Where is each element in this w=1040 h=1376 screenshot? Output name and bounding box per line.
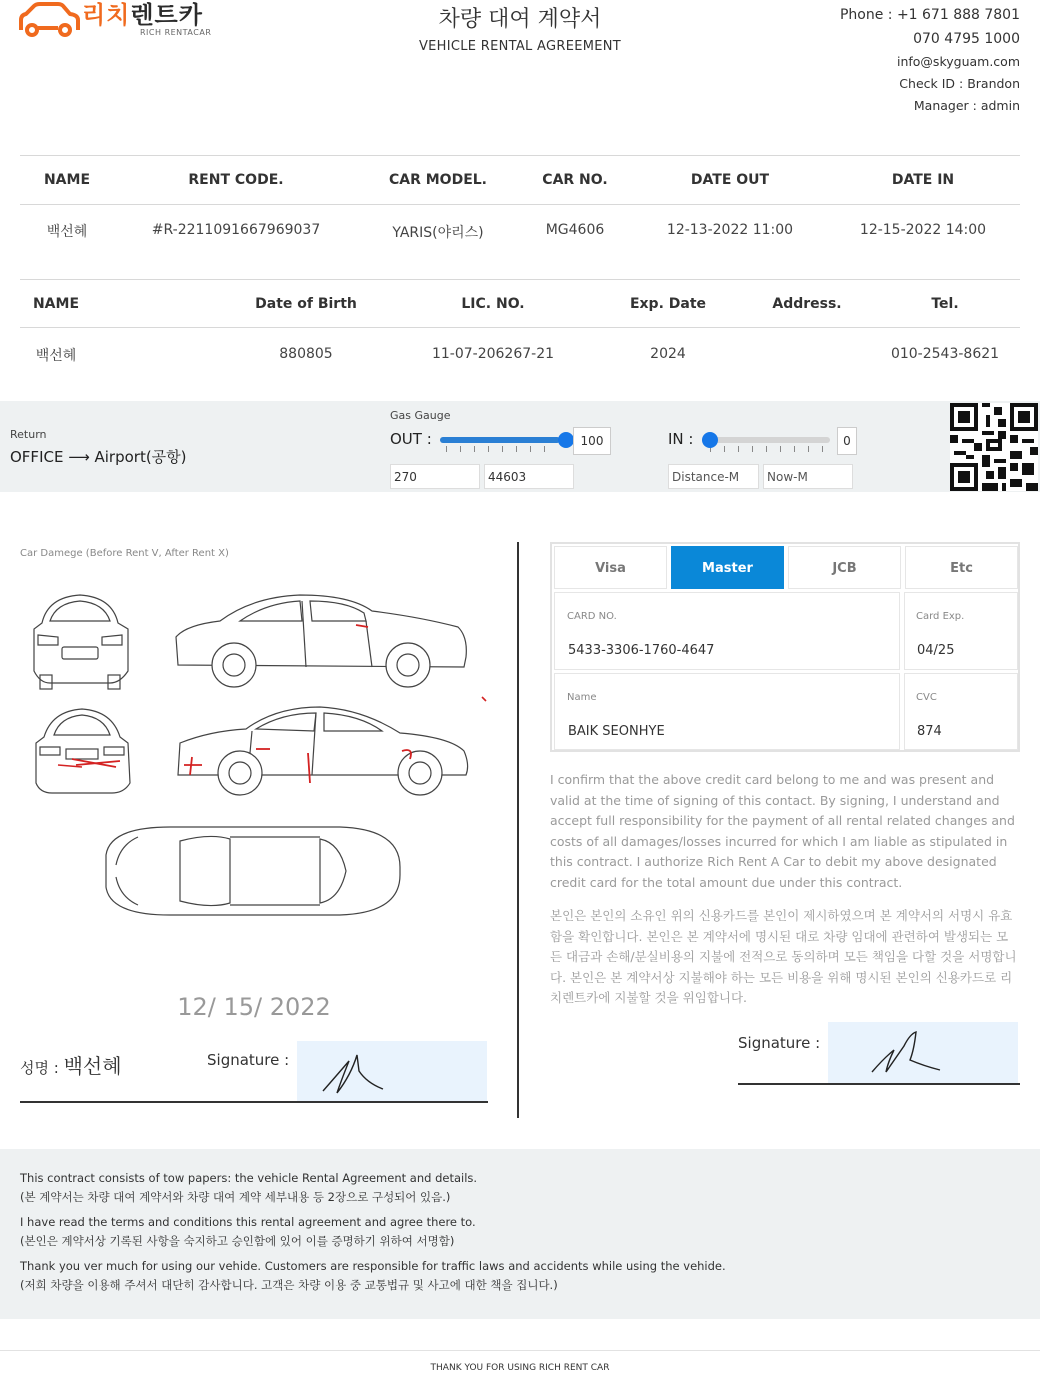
rental-header-car-model: CAR MODEL. <box>388 172 488 188</box>
card-exp-field[interactable] <box>904 592 1018 670</box>
card-confirm-korean: 본인은 본인의 소유인 위의 신용카드를 본인이 제시하였으며 본 계약서의 서명시 유효함을 확인합니다. 본인은 본 계약서에 명시된 대로 차량 임대에 관련하여 발생되는 모든 대금과 손해/분실비용의 지불에 전적으로 동의하며 모든 책임을 다할 것을 서명합니다. 본인은 본 계약서상 지불해야 하는 모든 비용을 위해 명시된 본인의 신용카드로 리치렌트카에 지불할 것을 위임합니다. <box>550 908 1017 1005</box>
contact-phone: Phone : +1 671 888 7801 <box>839 7 1020 23</box>
footer-thanks: THANK YOU FOR USING RICH RENT CAR <box>430 1363 610 1373</box>
contact-phone-2: 070 4795 1000 <box>913 31 1020 47</box>
tab-visa[interactable]: Visa <box>554 546 667 589</box>
car-damage-label: Car Damege (Before Rent V, After Rent X) <box>20 548 229 559</box>
contact-info <box>840 3 1020 117</box>
slider-fill <box>440 437 560 443</box>
table-divider <box>20 204 1020 205</box>
card-signature-label: Signature : <box>738 1034 821 1052</box>
return-label: Return <box>10 428 47 441</box>
qr-code-icon <box>950 403 1038 491</box>
vertical-divider <box>517 542 519 1118</box>
card-number-field[interactable] <box>554 592 900 670</box>
driver-cell-name: 백선혜 <box>35 348 77 364</box>
cardholder-name-label: Name <box>567 692 597 703</box>
slider-thumb[interactable] <box>702 432 718 448</box>
car-side-view-left-icon <box>178 697 486 795</box>
note-line: Thank you ver much for using our vehide. Customers are responsible for traffic laws and accidents while using the vehide. <box>20 1259 726 1273</box>
note-line: (본 계약서는 차량 대여 계약서와 차량 대여 계약 세부내용 등 2장으로 구성되어 있음.) <box>20 1190 451 1204</box>
slider-track <box>702 437 830 443</box>
terms-notes <box>0 1149 1040 1319</box>
tab-jcb[interactable]: JCB <box>788 546 901 589</box>
car-damage-diagram[interactable] <box>20 575 500 995</box>
gauge-in-value[interactable]: 0 <box>837 427 857 455</box>
rental-cell-car-model: YARIS(야리스) <box>392 225 484 241</box>
table-divider <box>20 155 1020 156</box>
slider-thumb[interactable] <box>558 432 574 448</box>
card-cvc-value: 874 <box>917 724 942 739</box>
tab-master[interactable]: Master <box>671 546 784 589</box>
driver-header-exp-date: Exp. Date <box>629 296 707 312</box>
rental-cell-car-no: MG4606 <box>545 222 605 238</box>
driver-cell-tel: 010-2543-8621 <box>890 346 1000 362</box>
signature-label: Signature : <box>207 1051 290 1069</box>
gauge-out-distance-field[interactable]: 270 <box>390 464 480 489</box>
slider-ticks <box>710 446 824 452</box>
card-signature-line <box>738 1083 1020 1085</box>
logo-subtitle: RICH RENTACAR <box>140 28 212 37</box>
driver-header-name: NAME <box>32 296 80 312</box>
check-id: Check ID : Brandon <box>899 76 1020 91</box>
note-line: I have read the terms and conditions this rental agreement and agree there to. <box>20 1215 476 1229</box>
card-cvc-label: CVC <box>916 692 937 703</box>
card-number-label: CARD NO. <box>567 611 617 622</box>
contact-email: info@skyguam.com <box>896 54 1020 69</box>
rental-cell-name: 백선혜 <box>46 224 88 240</box>
rental-header-date-in: DATE IN <box>891 172 955 188</box>
note-line: (본인은 계약서상 기록된 사항을 숙지하고 승인함에 있어 이를 증명하기 위하여 서명함) <box>20 1234 455 1248</box>
driver-header-dob: Date of Birth <box>255 296 357 312</box>
manager: Manager : admin <box>913 98 1020 113</box>
signature-pad[interactable] <box>297 1041 487 1101</box>
rental-cell-date-in: 12-15-2022 14:00 <box>859 222 987 238</box>
note-line: (저희 차량을 이용해 주셔서 대단히 감사합니다. 고객은 차량 이용 중 교통법규 및 사고에 대한 책을 집니다.) <box>20 1278 558 1292</box>
footer-divider <box>0 1350 1040 1351</box>
customer-name-value: 백선혜 <box>63 1054 122 1078</box>
gauge-in-now-field[interactable]: Now-M <box>763 464 853 489</box>
tab-etc[interactable]: Etc <box>905 546 1018 589</box>
slider-ticks <box>446 446 558 452</box>
driver-header-license: LIC. NO. <box>461 296 525 312</box>
rental-header-car-no: CAR NO. <box>542 172 608 188</box>
car-rear-view-icon <box>36 709 130 793</box>
signature-scribble-icon <box>297 1041 487 1101</box>
rental-header-rent-code: RENT CODE. <box>188 172 284 188</box>
credit-card-form <box>550 542 1020 752</box>
car-front-view-icon <box>34 595 128 689</box>
gauge-in-distance-field[interactable]: Distance-M <box>668 464 759 489</box>
driver-header-address: Address. <box>772 296 842 312</box>
table-divider <box>20 279 1020 280</box>
rental-header-date-out: DATE OUT <box>690 172 770 188</box>
rental-cell-rent-code: #R-2211091667969037 <box>151 222 321 238</box>
logo-wordmark: 리치렌트카 <box>82 1 203 29</box>
gauge-out-now-field[interactable]: 44603 <box>484 464 574 489</box>
driver-header-tel: Tel. <box>931 296 959 312</box>
return-route: OFFICE ⟶ Airport(공항) <box>10 448 187 466</box>
card-exp-label: Card Exp. <box>916 611 965 622</box>
customer-name-label: 성명 : 백선혜 <box>20 1054 122 1078</box>
card-exp-value: 04/25 <box>917 643 955 658</box>
rental-cell-date-out: 12-13-2022 11:00 <box>666 222 794 238</box>
car-top-view-icon <box>106 827 400 915</box>
gas-gauge-label: Gas Gauge <box>390 409 451 422</box>
card-signature-pad[interactable] <box>828 1022 1018 1084</box>
rental-header-name: NAME <box>43 172 91 188</box>
page-title-english: VEHICLE RENTAL AGREEMENT <box>418 39 622 54</box>
signed-date: 12/ 15/ 2022 <box>177 993 331 1021</box>
cardholder-name-field[interactable] <box>554 673 900 750</box>
driver-cell-dob: 880805 <box>279 346 333 362</box>
page-title-korean: 차량 대여 계약서 <box>438 7 602 32</box>
driver-cell-exp-date: 2024 <box>650 346 686 362</box>
gauge-in-label: IN : <box>668 430 694 448</box>
gauge-out-value[interactable]: 100 <box>573 427 611 455</box>
note-line: This contract consists of tow papers: the vehicle Rental Agreement and details. <box>20 1171 478 1185</box>
card-number-value: 5433-3306-1760-4647 <box>568 643 715 658</box>
cardholder-name-value: BAIK SEONHYE <box>568 724 665 739</box>
car-side-view-right-icon <box>176 595 466 687</box>
card-confirm-english: I confirm that the above credit card belong to me and was present and valid at the time of signing of this contact. By signing, I understand and accept full responsibility for the payment of all rental related changes and costs of all damages/losses incurred for which I am liable as stipulated in this contract. I authorize Rich Rent A Car to debit my above designated credit card for the total amount due under this contract. <box>550 772 1015 890</box>
card-cvc-field[interactable] <box>904 673 1018 750</box>
gauge-out-label: OUT : <box>390 430 432 448</box>
signature-scribble-icon <box>828 1022 1018 1084</box>
table-divider <box>20 327 1020 328</box>
driver-cell-license: 11-07-206267-21 <box>431 346 555 362</box>
signature-line <box>20 1101 488 1103</box>
